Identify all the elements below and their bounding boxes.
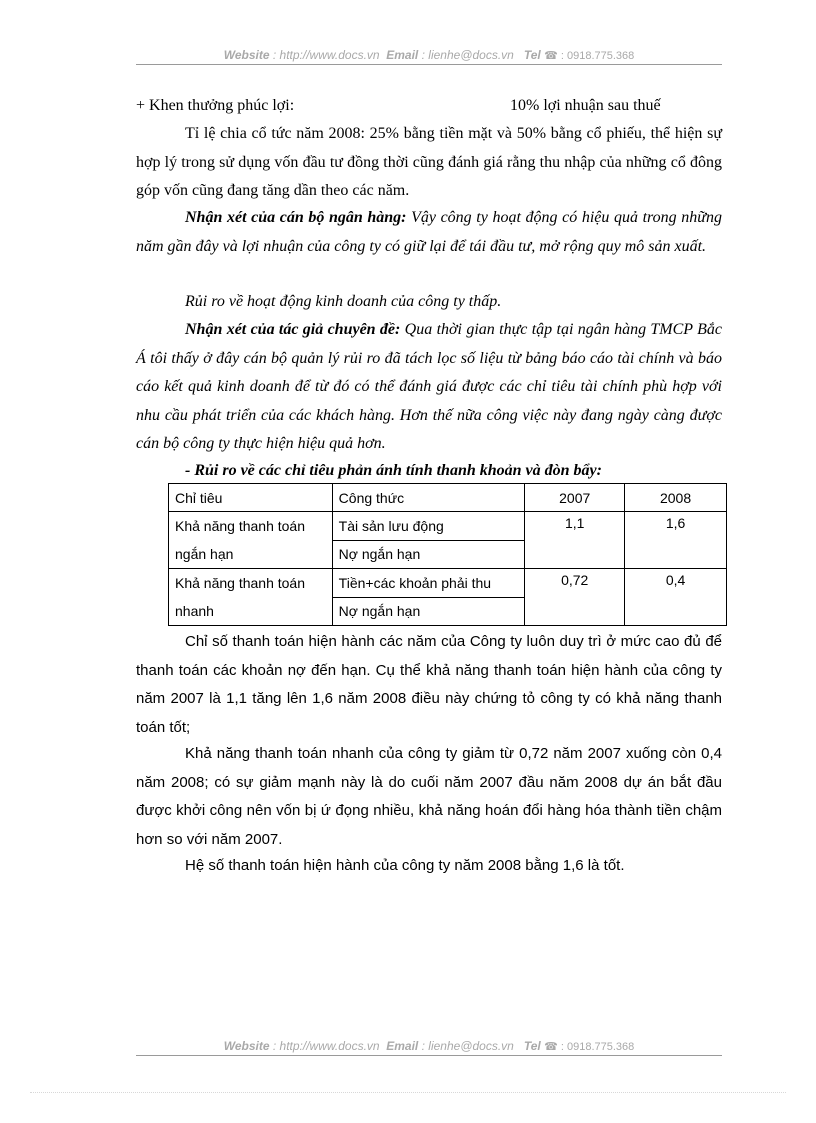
table-header-cell: Chỉ tiêu bbox=[169, 484, 333, 512]
bank-officer-comment-lead: Nhận xét của cán bộ ngân hàng: bbox=[185, 209, 407, 226]
page-bottom-divider bbox=[30, 1092, 786, 1093]
bonus-label: + Khen thưởng phúc lợi: bbox=[136, 97, 295, 114]
conclusion-paragraph: Hệ số thanh toán hiện hành của công ty năm 2008 bằng 1,6 là tốt. bbox=[185, 857, 625, 874]
formula-numerator: Tài sản lưu động bbox=[332, 512, 525, 541]
dividend-paragraph: Tỉ lệ chia cổ tức năm 2008: 25% bằng tiền mặt và 50% bằng cổ phiếu, thể hiện sự hợp lý trong sử dụng vốn đầu tư đồng thời cũng đánh giá rằng thu nhập của những cổ đông góp vốn cũng đang tăng dần theo các năm. bbox=[136, 125, 722, 199]
table-row bbox=[169, 569, 727, 598]
table-header-cell: Công thức bbox=[332, 484, 525, 512]
value-2008: 1,6 bbox=[625, 512, 727, 569]
value-2008: 0,4 bbox=[625, 569, 727, 626]
author-comment bbox=[136, 316, 722, 459]
formula-numerator: Tiền+các khoản phải thu bbox=[332, 569, 525, 598]
value-2007: 1,1 bbox=[525, 512, 625, 569]
quick-ratio-paragraph: Khả năng thanh toán nhanh của công ty giảm từ 0,72 năm 2007 xuống còn 0,4 năm 2008; có sự giảm mạnh này là do cuối năm 2007 đầu năm 2008 dự án bắt đầu được khởi công nên vốn bị ứ đọng nhiều, khả năng hoán đổi hàng hóa thành tiền chậm hơn so với năm 2007. bbox=[136, 745, 722, 848]
formula-denominator: Nợ ngắn hạn bbox=[332, 597, 525, 626]
email-value[interactable]: : lienhe@docs.vn bbox=[421, 1039, 514, 1053]
table-header-cell: 2007 bbox=[525, 484, 625, 512]
page-header bbox=[136, 48, 722, 65]
value-2007: 0,72 bbox=[525, 569, 625, 626]
business-risk-paragraph: Rủi ro về hoạt động kinh doanh của công ty thấp. bbox=[185, 293, 502, 310]
email-label: Email bbox=[386, 1039, 419, 1053]
website-label: Website bbox=[223, 48, 270, 62]
table-row bbox=[169, 512, 727, 541]
website-value[interactable]: : http://www.docs.vn bbox=[272, 48, 380, 62]
website-value[interactable]: : http://www.docs.vn bbox=[272, 1039, 380, 1053]
table-header-cell: 2008 bbox=[625, 484, 727, 512]
tel-label: Tel bbox=[523, 1039, 541, 1053]
section-heading-liquidity: - Rủi ro về các chỉ tiêu phản ánh tính thanh khoản và đòn bẩy: bbox=[185, 462, 602, 479]
tel-value: ☎ : 0918.775.368 bbox=[544, 1041, 635, 1053]
email-value[interactable]: : lienhe@docs.vn bbox=[421, 48, 514, 62]
liquidity-table bbox=[168, 483, 727, 626]
email-label: Email bbox=[386, 48, 419, 62]
current-ratio-paragraph: Chỉ số thanh toán hiện hành các năm của Công ty luôn duy trì ở mức cao đủ để thanh toán các khoản nợ đến hạn. Cụ thể khả năng thanh toán hiện hành của công ty năm 2007 là 1,1 tăng lên 1,6 năm 2008 điều này chứng tỏ công ty có khả năng thanh toán tốt; bbox=[136, 633, 722, 736]
page-footer bbox=[136, 1039, 722, 1056]
bank-officer-comment-text: Vậy công ty hoạt động có hiệu quả trong những năm gần đây và lợi nhuận của công ty có giữ lại để tái đầu tư, mở rộng quy mô sản xuất. bbox=[136, 209, 722, 255]
indicator-name: Khả năng thanh toán ngắn hạn bbox=[169, 512, 333, 569]
website-label: Website bbox=[223, 1039, 270, 1053]
indicator-name: Khả năng thanh toán nhanh bbox=[169, 569, 333, 626]
author-comment-text: Qua thời gian thực tập tại ngân hàng TMCP Bắc Á tôi thấy ở đây cán bộ quản lý rủi ro đã tách lọc số liệu từ bảng báo cáo tài chính và báo cáo kết quả kinh doanh để từ đó có thể đánh giá được các chỉ tiêu tài chính phù hợp với nhu cầu phát triển của các khách hàng. Hơn thế nữa công việc này đang ngày càng được cán bộ công ty thực hiện hiệu quả hơn. bbox=[136, 321, 722, 452]
formula-denominator: Nợ ngắn hạn bbox=[332, 540, 525, 569]
table-header-row bbox=[169, 484, 727, 512]
bank-officer-comment bbox=[136, 204, 722, 261]
author-comment-lead: Nhận xét của tác giả chuyên đề: bbox=[185, 321, 401, 338]
tel-label: Tel bbox=[523, 48, 541, 62]
tel-value: ☎ : 0918.775.368 bbox=[544, 50, 635, 62]
bonus-line bbox=[136, 92, 722, 121]
bonus-value: 10% lợi nhuận sau thuế bbox=[510, 97, 661, 114]
